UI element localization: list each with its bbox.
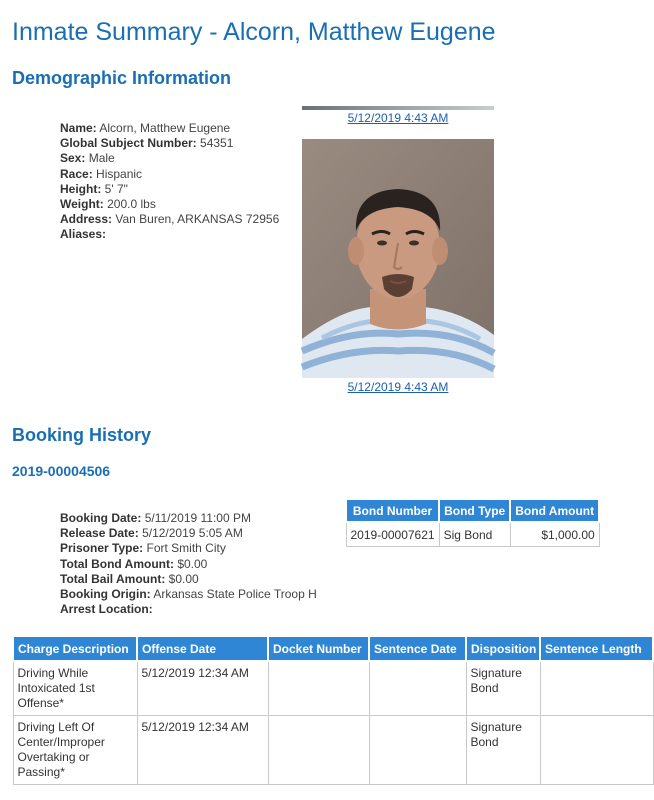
bond-number-header: Bond Number bbox=[346, 499, 439, 522]
docket-number-cell bbox=[268, 661, 369, 716]
demographic-info bbox=[60, 121, 279, 243]
sentence-date-cell bbox=[369, 661, 466, 716]
global-subject-number-value: 54351 bbox=[200, 136, 234, 151]
field-label: Prisoner Type: bbox=[60, 541, 144, 556]
global-subject-number-row bbox=[60, 136, 279, 151]
disposition-cell: Signature Bond bbox=[466, 661, 540, 716]
field-label: Booking Origin: bbox=[60, 587, 151, 602]
charge-description-header: Charge Description bbox=[13, 636, 137, 661]
booking-date-value: 5/11/2019 11:00 PM bbox=[144, 511, 251, 525]
field-label: Booking Date: bbox=[60, 511, 142, 525]
charges-header-row bbox=[13, 636, 653, 661]
field-label: Total Bail Amount: bbox=[60, 571, 166, 586]
offense-date-cell: 5/12/2019 12:34 AM bbox=[137, 716, 268, 785]
bond-type-cell: Sig Bond bbox=[439, 522, 510, 547]
race-value: Hispanic bbox=[96, 166, 143, 181]
field-label: Arrest Location: bbox=[60, 602, 153, 617]
address-value: Van Buren, ARKANSAS 72956 bbox=[115, 212, 280, 227]
height-row bbox=[60, 182, 279, 197]
docket-number-header: Docket Number bbox=[268, 636, 369, 661]
sentence-length-cell bbox=[540, 716, 653, 785]
bond-amount-header: Bond Amount bbox=[510, 499, 599, 522]
booking-number: 2019-00004506 bbox=[12, 463, 111, 479]
mugshot-image bbox=[302, 139, 494, 378]
weight-value: 200.0 lbs bbox=[107, 197, 156, 212]
table-row bbox=[346, 522, 599, 547]
bond-table bbox=[345, 498, 600, 547]
prisoner-type-row bbox=[60, 541, 317, 556]
address-row bbox=[60, 212, 279, 227]
field-label: Race: bbox=[60, 166, 93, 181]
sex-value: Male bbox=[88, 151, 115, 166]
weight-row bbox=[60, 197, 279, 212]
field-label: Total Bond Amount: bbox=[60, 556, 174, 571]
charges-table-container[interactable] bbox=[12, 635, 642, 785]
demographic-heading: Demographic Information bbox=[12, 68, 232, 88]
arrest-location-row bbox=[60, 602, 317, 617]
disposition-cell: Signature Bond bbox=[466, 716, 540, 785]
prisoner-type-value: Fort Smith City bbox=[146, 541, 226, 556]
booking-origin-value: Arkansas State Police Troop H bbox=[153, 587, 317, 602]
bond-table-header-row bbox=[346, 499, 599, 522]
field-label: Name: bbox=[60, 121, 97, 135]
bond-number-cell: 2019-00007621 bbox=[346, 522, 439, 547]
field-label: Height: bbox=[60, 181, 102, 196]
total-bond-amount-row bbox=[60, 557, 317, 572]
booking-info bbox=[60, 511, 317, 617]
table-row bbox=[13, 716, 653, 785]
charges-table bbox=[12, 635, 654, 785]
release-date-row bbox=[60, 526, 317, 541]
charge-description-cell: Driving Left Of Center/Improper Overtaking or Passing* bbox=[13, 716, 137, 785]
disposition-header: Disposition bbox=[466, 636, 540, 661]
photo-link-1[interactable]: 5/12/2019 4:43 AM bbox=[347, 111, 449, 125]
offense-date-cell: 5/12/2019 12:34 AM bbox=[137, 661, 268, 716]
bond-amount-cell: $1,000.00 bbox=[510, 522, 599, 547]
field-label: Address: bbox=[60, 212, 113, 227]
field-label: Release Date: bbox=[60, 526, 139, 541]
photo-link-2[interactable]: 5/12/2019 4:43 AM bbox=[347, 380, 449, 394]
charge-description-cell: Driving While Intoxicated 1st Offense* bbox=[13, 661, 137, 716]
race-row bbox=[60, 167, 279, 182]
field-label: Global Subject Number: bbox=[60, 136, 197, 151]
height-value: 5' 7" bbox=[104, 181, 128, 196]
name-value: Alcorn, Matthew Eugene bbox=[99, 121, 231, 135]
total-bail-amount-value: $0.00 bbox=[168, 571, 199, 586]
aliases-row bbox=[60, 227, 279, 242]
release-date-value: 5/12/2019 5:05 AM bbox=[142, 526, 243, 541]
sentence-length-cell bbox=[540, 661, 653, 716]
total-bail-amount-row bbox=[60, 572, 317, 587]
name-row bbox=[60, 121, 279, 136]
sentence-date-cell bbox=[369, 716, 466, 785]
previous-photo-thumbnail[interactable] bbox=[302, 106, 494, 110]
field-label: Sex: bbox=[60, 151, 86, 166]
sex-row bbox=[60, 151, 279, 166]
total-bond-amount-value: $0.00 bbox=[177, 556, 208, 571]
booking-date-row bbox=[60, 511, 317, 526]
table-row bbox=[13, 661, 653, 716]
field-label: Weight: bbox=[60, 197, 104, 212]
sentence-length-header: Sentence Length bbox=[540, 636, 653, 661]
page-title: Inmate Summary - Alcorn, Matthew Eugene bbox=[12, 18, 496, 46]
offense-date-header: Offense Date bbox=[137, 636, 268, 661]
sentence-date-header: Sentence Date bbox=[369, 636, 466, 661]
field-label: Aliases: bbox=[60, 227, 107, 242]
bond-type-header: Bond Type bbox=[439, 499, 510, 522]
booking-history-heading: Booking History bbox=[12, 425, 152, 445]
booking-origin-row bbox=[60, 587, 317, 602]
docket-number-cell bbox=[268, 716, 369, 785]
mugshot-photo[interactable] bbox=[302, 139, 494, 378]
